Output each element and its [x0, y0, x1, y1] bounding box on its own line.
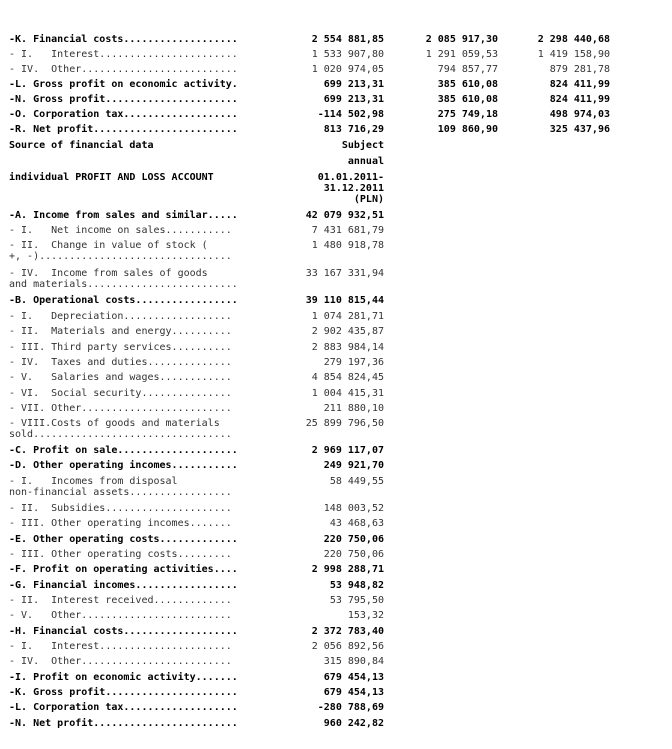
value-cell: 2 902 435,87	[311, 326, 384, 337]
row-label: -O. Corporation tax...................	[9, 109, 238, 120]
row-label: - I. Interest......................	[9, 641, 232, 652]
table-row	[0, 503, 672, 518]
value-cell: 43 468,63	[329, 518, 384, 529]
value-cell: 960 242,82	[323, 718, 384, 729]
row-label-cont: sold.................................	[9, 429, 232, 440]
table-row	[0, 641, 672, 656]
row-label: -B. Operational costs.................	[9, 295, 238, 306]
subject-label: Subject	[341, 140, 384, 151]
row-label: - I. Depreciation..................	[9, 311, 232, 322]
table-row	[0, 445, 672, 460]
row-label: - VII. Other.........................	[9, 403, 232, 414]
table-row	[0, 718, 672, 733]
table-row	[0, 549, 672, 564]
row-label: - IV. Other..........................	[9, 64, 238, 75]
value-cell: 220 750,06	[323, 534, 384, 545]
table-row	[0, 610, 672, 625]
value-cell: 315 890,84	[323, 656, 384, 667]
table-row	[0, 94, 672, 109]
row-label: - II. Materials and energy..........	[9, 326, 232, 337]
value-cell: 148 003,52	[323, 503, 384, 514]
row-label: - II. Subsidies.....................	[9, 503, 232, 514]
table-row	[0, 49, 672, 64]
table-row	[0, 534, 672, 549]
value-cell: 879 281,78	[549, 64, 610, 75]
row-label: -D. Other operating incomes...........	[9, 460, 238, 471]
table-row	[0, 295, 672, 310]
value-cell: 813 716,29	[323, 124, 384, 135]
table-row	[0, 372, 672, 387]
value-cell: 2 883 984,14	[311, 342, 384, 353]
row-label: - IV. Income from sales of goods	[9, 268, 208, 279]
row-label-cont: +, -)................................	[9, 251, 232, 262]
value-cell: 1 480 918,78	[311, 240, 384, 251]
value-cell: -114 502,98	[317, 109, 384, 120]
table-row	[0, 580, 672, 595]
row-label: -I. Profit on economic activity.......	[9, 672, 238, 683]
source-row	[0, 140, 672, 155]
value-cell: 58 449,55	[329, 476, 384, 487]
row-label: - III. Other operating costs.........	[9, 549, 232, 560]
value-cell: 1 074 281,71	[311, 311, 384, 322]
value-cell: 7 431 681,79	[311, 225, 384, 236]
value-cell: 2 056 892,56	[311, 641, 384, 652]
row-label: -L. Gross profit on economic activity.	[9, 79, 238, 90]
annual-label: annual	[347, 156, 384, 167]
row-label: - IV. Taxes and duties..............	[9, 357, 232, 368]
value-cell: 385 610,08	[437, 79, 498, 90]
table-row	[0, 595, 672, 610]
row-label: - I. Incomes from disposal	[9, 476, 178, 487]
row-label: - IV. Other.........................	[9, 656, 232, 667]
row-label: -E. Other operating costs.............	[9, 534, 238, 545]
account-title: individual PROFIT AND LOSS ACCOUNT	[9, 172, 214, 183]
row-label: -N. Gross profit......................	[9, 94, 238, 105]
period-start: 01.01.2011-	[317, 172, 384, 183]
table-row	[0, 702, 672, 717]
table-row	[0, 311, 672, 326]
value-cell: 794 857,77	[437, 64, 498, 75]
row-label: -K. Financial costs...................	[9, 34, 238, 45]
table-row	[0, 460, 672, 475]
value-cell: 679 454,13	[323, 672, 384, 683]
table-row	[0, 656, 672, 671]
value-cell: 498 974,03	[549, 109, 610, 120]
table-row	[0, 672, 672, 687]
table-row	[0, 240, 672, 266]
table-row	[0, 79, 672, 94]
table-row	[0, 518, 672, 533]
value-cell: 33 167 331,94	[305, 268, 384, 279]
table-row	[0, 687, 672, 702]
table-row	[0, 210, 672, 225]
value-cell: 1 020 974,05	[311, 64, 384, 75]
value-cell: 2 085 917,30	[425, 34, 498, 45]
table-row	[0, 124, 672, 139]
table-row	[0, 357, 672, 372]
table-row	[0, 64, 672, 79]
value-cell: 385 610,08	[437, 94, 498, 105]
value-cell: -280 788,69	[317, 702, 384, 713]
row-label: - I. Interest.......................	[9, 49, 238, 60]
value-cell: 109 860,90	[437, 124, 498, 135]
value-cell: 275 749,18	[437, 109, 498, 120]
value-cell: 679 454,13	[323, 687, 384, 698]
table-row	[0, 388, 672, 403]
row-label-cont: non-financial assets.................	[9, 487, 232, 498]
table-row	[0, 34, 672, 49]
row-label-cont: and materials.........................	[9, 279, 238, 290]
value-cell: 1 291 059,53	[425, 49, 498, 60]
value-cell: 4 854 824,45	[311, 372, 384, 383]
row-label: - V. Salaries and wages............	[9, 372, 232, 383]
table-row	[0, 564, 672, 579]
value-cell: 39 110 815,44	[305, 295, 384, 306]
value-cell: 1 004 415,31	[311, 388, 384, 399]
row-label: -F. Profit on operating activities....	[9, 564, 238, 575]
value-cell: 2 969 117,07	[311, 445, 384, 456]
annual-row	[0, 156, 672, 171]
row-label: - VI. Social security...............	[9, 388, 232, 399]
row-label: - VIII.Costs of goods and materials	[9, 418, 220, 429]
row-label: -K. Gross profit......................	[9, 687, 238, 698]
table-row	[0, 268, 672, 294]
period-end: 31.12.2011	[323, 183, 384, 194]
currency-row	[0, 194, 672, 209]
value-cell: 824 411,99	[549, 79, 610, 90]
row-label: - II. Interest received.............	[9, 595, 232, 606]
table-row	[0, 418, 672, 444]
value-cell: 2 372 783,40	[311, 626, 384, 637]
source-label: Source of financial data	[9, 140, 154, 151]
value-cell: 325 437,96	[549, 124, 610, 135]
row-label: -R. Net profit........................	[9, 124, 238, 135]
row-label: - III. Third party services..........	[9, 342, 232, 353]
table-row	[0, 109, 672, 124]
value-cell: 211 880,10	[323, 403, 384, 414]
row-label: - I. Net income on sales...........	[9, 225, 232, 236]
row-label: -H. Financial costs...................	[9, 626, 238, 637]
row-label: -G. Financial incomes.................	[9, 580, 238, 591]
value-cell: 279 197,36	[323, 357, 384, 368]
row-label: -N. Net profit........................	[9, 718, 238, 729]
value-cell: 25 899 796,50	[305, 418, 384, 429]
row-label: - II. Change in value of stock (	[9, 240, 208, 251]
value-cell: 2 554 881,85	[311, 34, 384, 45]
row-label: -A. Income from sales and similar.....	[9, 210, 238, 221]
value-cell: 699 213,31	[323, 79, 384, 90]
table-row	[0, 326, 672, 341]
table-row	[0, 626, 672, 641]
table-row	[0, 403, 672, 418]
value-cell: 53 795,50	[329, 595, 384, 606]
value-cell: 2 998 288,71	[311, 564, 384, 575]
table-row	[0, 342, 672, 357]
value-cell: 153,32	[347, 610, 384, 621]
value-cell: 824 411,99	[549, 94, 610, 105]
row-label: - III. Other operating incomes.......	[9, 518, 232, 529]
value-cell: 2 298 440,68	[537, 34, 610, 45]
table-row	[0, 476, 672, 502]
value-cell: 42 079 932,51	[305, 210, 384, 221]
value-cell: 220 750,06	[323, 549, 384, 560]
value-cell: 1 419 158,90	[537, 49, 610, 60]
value-cell: 1 533 907,80	[311, 49, 384, 60]
value-cell: 249 921,70	[323, 460, 384, 471]
row-label: -L. Corporation tax...................	[9, 702, 238, 713]
value-cell: 53 948,82	[329, 580, 384, 591]
table-row	[0, 225, 672, 240]
currency-label: (PLN)	[353, 194, 384, 205]
row-label: -C. Profit on sale....................	[9, 445, 238, 456]
row-label: - V. Other.........................	[9, 610, 232, 621]
value-cell: 699 213,31	[323, 94, 384, 105]
